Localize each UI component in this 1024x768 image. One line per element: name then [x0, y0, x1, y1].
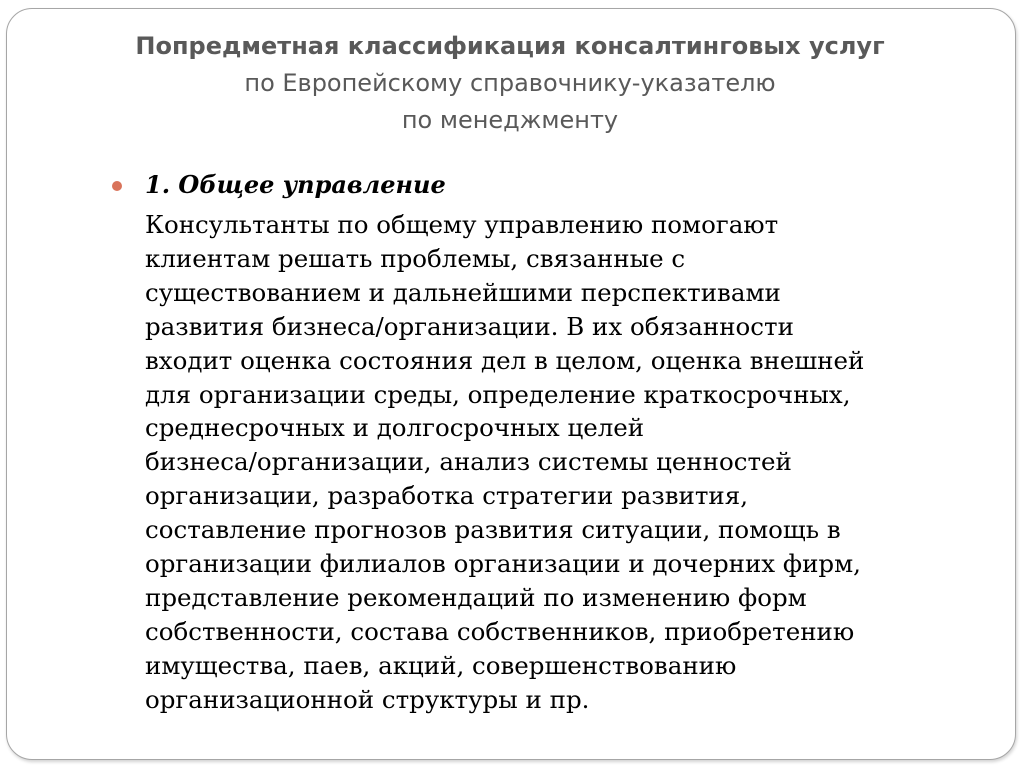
- title-line-2: по Европейскому справочнику-указателю: [244, 69, 776, 97]
- title-line-3: по менеджменту: [401, 106, 619, 134]
- bullet-dot-icon: [112, 181, 122, 191]
- bullet-item: [112, 164, 962, 206]
- slide-content: [112, 164, 962, 717]
- title-line-1: Попредметная классификация консалтинговых услуг: [135, 32, 885, 60]
- slide-title: [60, 28, 960, 139]
- section-heading: 1. Общее управление: [145, 170, 446, 199]
- section-body-text: Консультанты по общему управлению помогают клиентам решать проблемы, связанные с существованием и дальнейшими перспективами развития бизнеса/организации. В их обязанности входит оценка состояния дел в целом, оценка внешней для организации среды, определение краткосрочных, среднесрочных и долгосрочных целей бизнеса/организации, анализ системы ценностей организации, разработка стратегии развития, составление прогнозов развития ситуации, помощь в организации филиалов организации и дочерних фирм, представление рекомендаций по изменению форм собственности, состава собственников, приобретению имущества, паев, акций, совершенствованию организационной структуры и пр.: [145, 210, 865, 714]
